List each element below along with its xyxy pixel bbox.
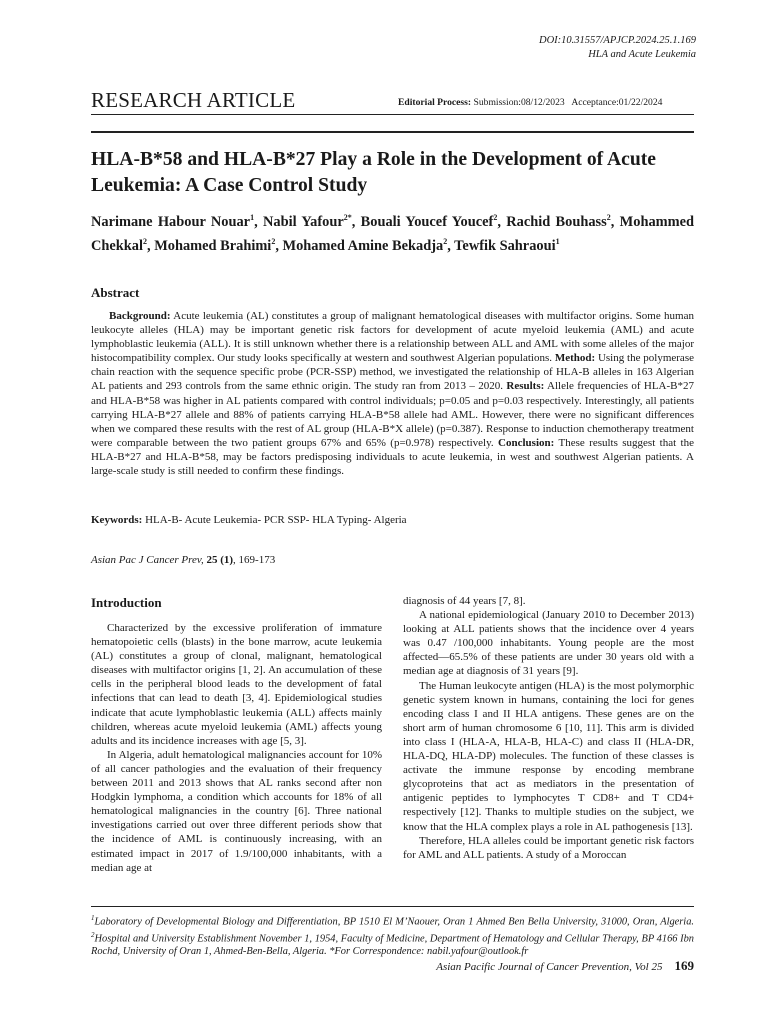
abstract-section-label: Conclusion:	[498, 436, 555, 449]
author-separator: ,	[146, 237, 155, 254]
author-name: Bouali Youcef Youcef	[360, 213, 494, 230]
author-separator: ,	[275, 237, 283, 254]
citation-volume: 25 (1)	[206, 554, 234, 566]
keywords-label: Keywords:	[91, 514, 143, 526]
paragraph: The Human leukocyte antigen (HLA) is the most polymorphic genetic system known in humans, containing the loci for genes encoding class I and II HLA antigens. These genes are on the short arm of human chromosome 6 [10, 11]. This arm is divided into class I (HLA-A, HLA-B, HLA-C) and class II (HLA-DR, HLA-DQ, HLA-DP) molecules. The function of these classes is activate the immune response by encoding membrane glycoproteins that act as mediators in the presentation of antigenic peptides to lymphocytes T CD8+ and T CD4+ respectively [12]. Thanks to multiple studies on the subject, we know that the HLA complex plays a role in AL pathogenesis [13].	[403, 679, 694, 833]
author-separator: ,	[610, 213, 620, 230]
author-affiliation: 2	[493, 213, 498, 222]
author-affiliation: 2*	[343, 213, 352, 222]
citation	[91, 554, 275, 566]
author-affiliation: 2	[606, 213, 611, 222]
article-type: RESEARCH ARTICLE	[91, 88, 296, 112]
short-title: HLA and Acute Leukemia	[588, 49, 696, 60]
abstract-heading: Abstract	[91, 285, 140, 300]
footnote-rule	[91, 906, 694, 907]
author-name: Rachid Bouhass	[506, 213, 607, 230]
abstract-section-label: Background:	[109, 310, 171, 322]
aff1-mark: 1	[91, 914, 95, 922]
abstract-section-text: Using the polymerase chain reaction with the sequence specific probe (PCR-SSP) method, we investigated the relationship of HLA-B alleles in 163 Algerian AL patients and 293 controls from the same ethnic origin. The study ran from 2013 – 2020.	[91, 352, 694, 393]
author-separator: ,	[447, 237, 455, 254]
affiliations-footnote	[91, 912, 694, 959]
right-column	[403, 594, 694, 862]
paragraph: Therefore, HLA alleles could be important genetic risk factors for AML and ALL patients. A study of a Moroccan	[403, 834, 694, 861]
citation-pages: , 169-173	[233, 554, 276, 566]
author-list	[91, 208, 694, 256]
editorial-label: Editorial Process:	[398, 97, 472, 108]
author-affiliation: 1	[555, 236, 560, 246]
keywords	[91, 514, 407, 526]
paragraph: Characterized by the excessive proliferation of immature hematopoietic cells (blasts) in the bone marrow, acute leukemia (AL) constitutes a group of clonal, malignant, hematological diseases with multifactor origins [1, 2]. An accumulation of these cells in the peripheral blood leads to the development of fatal infections that can lead to death [3, 4]. Epidemiological studies indicate that acute lymphoblastic leukemia (ALL) affects mainly children, whereas acute myeloid leukemia (AML) affects young adults and its incidence increases with age [5, 3].	[91, 622, 382, 747]
author-affiliation: 2	[142, 236, 147, 246]
header-rule-thick	[91, 131, 694, 133]
author-affiliation: 2	[271, 236, 276, 246]
author-separator: ,	[254, 213, 263, 230]
author-separator: ,	[497, 213, 507, 230]
header-rule-thin	[91, 114, 694, 115]
author-name: Nabil Yafour	[262, 213, 344, 230]
author-affiliation: 2	[443, 236, 448, 246]
article-title: HLA-B*58 and HLA-B*27 Play a Role in the Development of Acute Leukemia: A Case Control Study	[91, 149, 656, 196]
running-head	[539, 34, 696, 62]
author-name: Mohamed Brahimi	[154, 237, 272, 254]
author-name: Mohammed Chekkal	[91, 213, 695, 254]
author-affiliation: 1	[250, 213, 255, 222]
aff2-mark: 2	[91, 930, 95, 939]
introduction-heading: Introduction	[91, 595, 162, 610]
paragraph-continuation: diagnosis of 44 years [7, 8].	[403, 595, 526, 607]
abstract-section-text: These results suggest that the HLA-B*27 and HLA-B*58, may be factors predisposing individuals to acute leukemia, in west and southwest Algerian patients. A large-scale study is still needed to confirm these findings.	[91, 436, 694, 478]
author-separator: ,	[351, 213, 361, 230]
doi: DOI:10.31557/APJCP.2024.25.1.169	[538, 35, 696, 46]
author-name: Narimane Habour Nouar	[91, 213, 251, 230]
aff1-text: Laboratory of Developmental Biology and Differentiation, BP 1510 El M’Naouer, Oran 1 Ahmed Ben Bella University, 31000, Oran, Algeria.	[94, 916, 694, 928]
keywords-text: HLA-B- Acute Leukemia- PCR SSP- HLA Typing- Algeria	[142, 514, 407, 526]
abstract-body	[91, 309, 694, 478]
abstract-section-label: Results:	[506, 380, 545, 393]
editorial-process	[398, 97, 662, 108]
editorial-dates: Submission:08/12/2023 Acceptance:01/22/2024	[473, 97, 663, 108]
paragraph: A national epidemiological (January 2010 to December 2013) looking at ALL patients shows that the incidence over 4 years was 0.47 /100,000 inhabitants. Young people are the most affected—65.5% of these patients are under 30 years old with a median age at diagnosis of 31 years [9].	[403, 609, 694, 678]
page-footer	[436, 958, 694, 974]
page-number: 169	[674, 958, 694, 973]
abstract-section-text: Allele frequencies of HLA-B*27 and HLA-B*58 was higher in AL patients compared with control individuals; p=0.05 and p=0.03 respectively. Interestingly, all patients carrying HLA-B*27 allele and 88% of patients carrying HLA-B*58 allele had AML. However, there were no significant differences when we compared these results with the rest of AL group (HLA-B*X allele) (p=0.387). Response to induction chemotherapy treatment were comparable between the two patient groups 67% and 65% (p=0.978) respectively.	[91, 380, 694, 449]
author-name: Mohamed Amine Bekadja	[282, 237, 444, 254]
author-name: Tewfik Sahraoui	[454, 237, 556, 254]
paragraph: In Algeria, adult hematological malignancies account for 10% of all cancer pathologies and the evaluation of their frequency between 2011 and 2013 shows that AL ranks second after non Hodgkin lymphoma, a condition which accounts for 18% of all hematological malignancies in the country [6]. Three national investigations carried out over three different periods show that the incidence of AML is continuously increasing, with an estimated impact in 2017 of 1.9/100,000 inhabitants, with a median age at	[91, 748, 382, 874]
aff2-text: Hospital and University Establishment November 1, 1954, Faculty of Medicine, Department of Hematology and Cellular Therapy, BP 4166 Ibn Rochd, University of Oran 1, Ahmed-Ben-Bella, Algeria. *For Correspondence: nabil.yafour@outlook.fr	[91, 933, 694, 958]
left-column	[91, 621, 382, 875]
footer-journal: Asian Pacific Journal of Cancer Prevention, Vol 25	[436, 961, 663, 973]
citation-journal: Asian Pac J Cancer Prev,	[91, 554, 204, 566]
abstract-section-text: Acute leukemia (AL) constitutes a group of malignant hematological diseases with multifactor origins. Some human leukocyte alleles (HLA) may be important genetic risk factors for development of acute myeloid leukemia (AML) and acute lymphoblastic leukemia (ALL). It is still unknown whether there is a relationship between ALL and AML with some alleles of the major histocompatibility complex. Our study looks specifically at western and southwest Algerian populations.	[91, 310, 694, 365]
abstract-section-label: Method:	[554, 352, 596, 365]
